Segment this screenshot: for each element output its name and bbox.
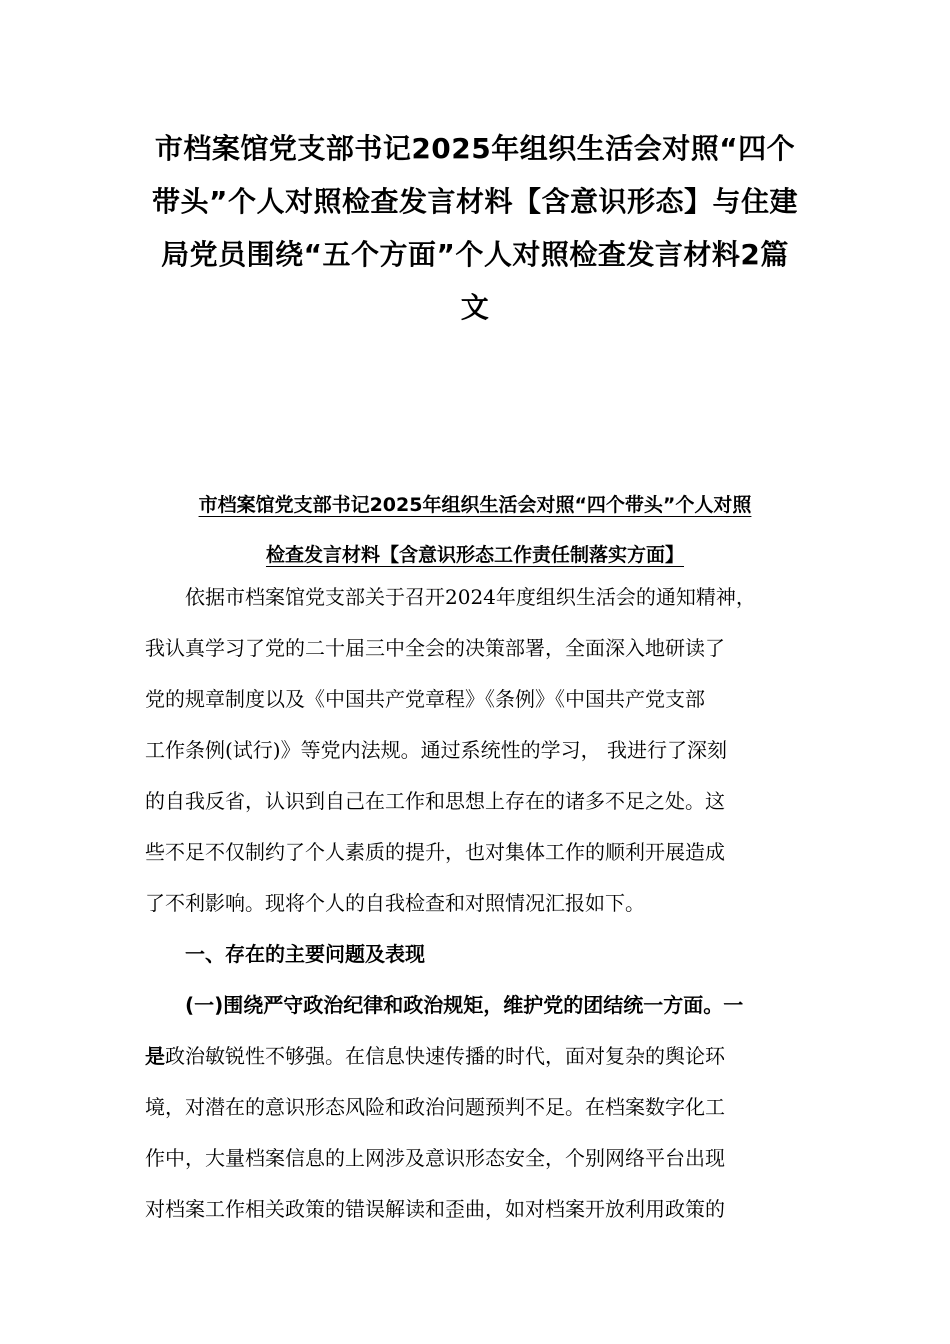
paragraph-line: 党的规章制度以及《中国共产党章程》《条例》《中国共产党支部 [145,687,705,711]
paragraph-line [145,1031,810,1082]
title-line: 带头”个人对照检查发言材料【含意识形态】与住建 [152,185,798,218]
heading-level-1: 一、存在的主要问题及表现 [185,942,425,966]
paragraph-line: 对档案工作相关政策的错误解读和歪曲，如对档案开放利用政策的 [145,1197,725,1221]
point-text: 政治敏锐性不够强。在信息快速传播的时代，面对复杂的舆论环 [165,1044,725,1068]
paragraph-line: 了不利影响。现将个人的自我检查和对照情况汇报如下。 [145,891,645,915]
title-line: 市档案馆党支部书记2025年组织生活会对照“四个 [154,132,796,165]
paragraph-line: 些不足不仅制约了个人素质的提升，也对集体工作的顺利开展造成 [145,840,725,864]
paragraph-line: 我认真学习了党的二十届三中全会的决策部署，全面深入地研读了 [145,636,725,660]
document-body [145,572,810,1235]
subheading: (一)围绕严守政治纪律和政治规矩，维护党的团结统一方面。一 [185,993,744,1017]
point-lead: 是 [145,1044,165,1068]
paragraph-line: 作中，大量档案信息的上网涉及意识形态安全，个别网络平台出现 [145,1146,725,1170]
title-line: 局党员围绕“五个方面”个人对照检查发言材料2篇 [161,238,789,271]
paragraph-line: 境，对潜在的意识形态风险和政治问题预判不足。在档案数字化工 [145,1095,725,1119]
document-title [140,122,810,334]
section-heading-line: 市档案馆党支部书记2025年组织生活会对照“四个带头”个人对照 [198,494,752,516]
title-line: 文 [460,291,490,324]
paragraph-line: 依据市档案馆党支部关于召开2024年度组织生活会的通知精神， [185,585,756,609]
paragraph-line: 的自我反省，认识到自己在工作和思想上存在的诸多不足之处。这 [145,789,725,813]
paragraph-line: 工作条例(试行)》等党内法规。通过系统性的学习， 我进行了深刻 [145,738,727,762]
section-heading [140,480,810,580]
section-heading-line: 检查发言材料【含意识形态工作责任制落实方面】 [265,544,684,566]
